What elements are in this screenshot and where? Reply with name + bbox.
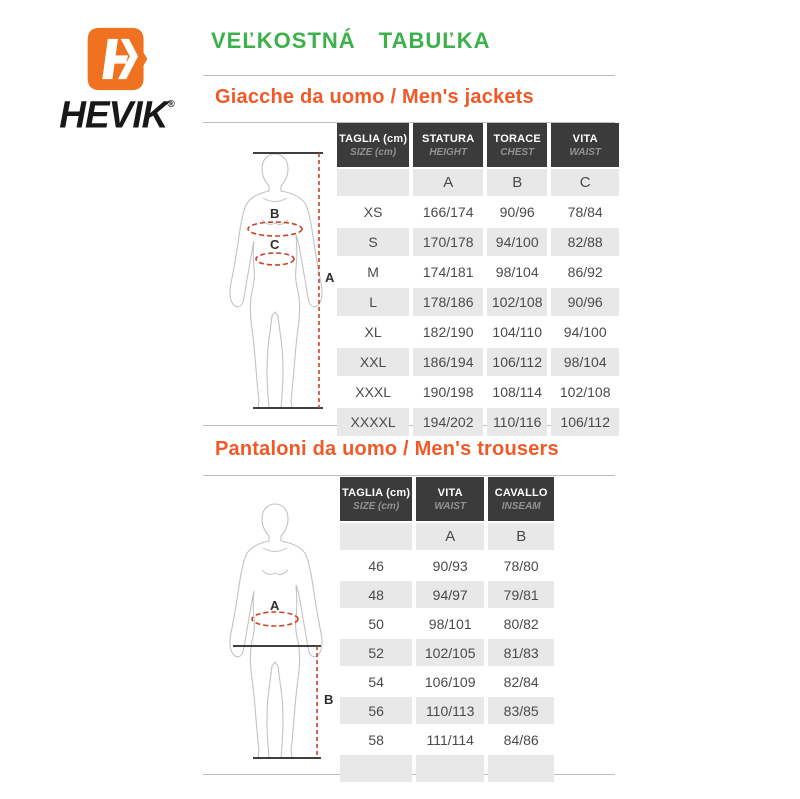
hevik-wordmark: HEVIK® xyxy=(59,93,175,136)
waist-label: C xyxy=(270,237,280,252)
measurement-cell: 166/174 xyxy=(413,198,483,226)
measurement-cell: 94/97 xyxy=(416,581,484,608)
table-row xyxy=(337,288,619,316)
table-row xyxy=(337,258,619,286)
hevik-badge-icon xyxy=(84,26,150,92)
table-row xyxy=(340,697,554,724)
measurement-cell: 79/81 xyxy=(488,581,554,608)
waist-label: A xyxy=(270,598,280,613)
divider xyxy=(203,75,615,76)
table-row xyxy=(340,639,554,666)
column-header: TORACE CHEST xyxy=(487,123,547,167)
measurement-cell: 178/186 xyxy=(413,288,483,316)
jackets-figure-diagram xyxy=(213,138,343,423)
body-outline xyxy=(230,504,322,758)
trousers-size-table xyxy=(336,475,558,784)
size-cell: XXXL xyxy=(337,378,409,406)
measurement-cell: 111/114 xyxy=(416,726,484,753)
measurement-cell: 84/86 xyxy=(488,726,554,753)
column-header: STATURA HEIGHT xyxy=(413,123,483,167)
measurement-cell: 78/84 xyxy=(551,198,619,226)
size-cell: XXXXL xyxy=(337,408,409,436)
section-title-trousers: Pantaloni da uomo / Men's trousers xyxy=(215,438,559,460)
measure-letter-row xyxy=(340,523,554,550)
measurement-cell: 104/110 xyxy=(487,318,547,346)
chest-label: B xyxy=(270,206,280,221)
column-header: VITA WAIST xyxy=(416,477,484,521)
measurement-cell: 194/202 xyxy=(413,408,483,436)
measurement-cell: 106/112 xyxy=(487,348,547,376)
measure-letter-row xyxy=(337,169,619,196)
table-row xyxy=(337,318,619,346)
size-cell: 58 xyxy=(340,726,412,753)
measure-letter-cell xyxy=(337,169,409,196)
measurement-cell: 86/92 xyxy=(551,258,619,286)
measurement-cell: 90/96 xyxy=(551,288,619,316)
measure-letter-cell: B xyxy=(487,169,547,196)
table-row xyxy=(340,726,554,753)
column-header: VITA WAIST xyxy=(551,123,619,167)
size-cell: L xyxy=(337,288,409,316)
table-row xyxy=(340,581,554,608)
column-header: TAGLIA (cm) SIZE (cm) xyxy=(340,477,412,521)
waist-measure-ellipse xyxy=(256,253,294,265)
size-cell: 54 xyxy=(340,668,412,695)
measurement-cell: 82/88 xyxy=(551,228,619,256)
size-cell: 48 xyxy=(340,581,412,608)
size-cell: XS xyxy=(337,198,409,226)
table-row xyxy=(340,610,554,637)
size-cell: 52 xyxy=(340,639,412,666)
size-cell: 56 xyxy=(340,697,412,724)
table-row xyxy=(337,348,619,376)
column-header: TAGLIA (cm) SIZE (cm) xyxy=(337,123,409,167)
measurement-cell: 81/83 xyxy=(488,639,554,666)
table-row xyxy=(340,552,554,579)
measurement-cell: 83/85 xyxy=(488,697,554,724)
chest-measure-ellipse xyxy=(248,222,302,236)
body-detail-lines xyxy=(262,548,288,574)
measurement-cell: 182/190 xyxy=(413,318,483,346)
measurement-cell: 102/105 xyxy=(416,639,484,666)
measurement-cell: 108/114 xyxy=(487,378,547,406)
measurement-cell: 106/112 xyxy=(551,408,619,436)
size-cell: S xyxy=(337,228,409,256)
measurement-cell: 174/181 xyxy=(413,258,483,286)
measurement-cell: 90/96 xyxy=(487,198,547,226)
registered-mark: ® xyxy=(167,98,175,110)
size-cell: XL xyxy=(337,318,409,346)
table-row xyxy=(337,198,619,226)
measurement-cell: 110/113 xyxy=(416,697,484,724)
measurement-cell: 78/80 xyxy=(488,552,554,579)
table-header-row xyxy=(340,477,554,521)
size-cell xyxy=(340,755,412,782)
inseam-label: B xyxy=(324,692,334,707)
measurement-cell xyxy=(488,755,554,782)
measurement-cell: 98/101 xyxy=(416,610,484,637)
jackets-size-table xyxy=(333,121,623,438)
measurement-cell: 94/100 xyxy=(487,228,547,256)
hevik-logo xyxy=(38,26,196,136)
measure-letter-cell: A xyxy=(416,523,484,550)
column-header: CAVALLO INSEAM xyxy=(488,477,554,521)
table-header-row xyxy=(337,123,619,167)
measurement-cell: 98/104 xyxy=(487,258,547,286)
measurement-cell xyxy=(416,755,484,782)
table-row xyxy=(340,755,554,782)
measure-letter-cell: C xyxy=(551,169,619,196)
measurement-cell: 170/178 xyxy=(413,228,483,256)
body-outline xyxy=(230,154,322,408)
measurement-cell: 190/198 xyxy=(413,378,483,406)
size-cell: M xyxy=(337,258,409,286)
table-row xyxy=(337,378,619,406)
page-title: VEĽKOSTNÁ TABUĽKA xyxy=(211,28,491,53)
measurement-cell: 98/104 xyxy=(551,348,619,376)
measurement-cell: 110/116 xyxy=(487,408,547,436)
measurement-cell: 80/82 xyxy=(488,610,554,637)
measurement-cell: 106/109 xyxy=(416,668,484,695)
measurement-cell: 90/93 xyxy=(416,552,484,579)
trousers-figure-diagram xyxy=(213,488,343,773)
measure-letter-cell xyxy=(340,523,412,550)
waist-measure-ellipse xyxy=(252,612,298,626)
measurement-cell: 102/108 xyxy=(551,378,619,406)
size-cell: 50 xyxy=(340,610,412,637)
measure-letter-cell: A xyxy=(413,169,483,196)
measurement-cell: 102/108 xyxy=(487,288,547,316)
height-label: A xyxy=(325,270,335,285)
size-cell: XXL xyxy=(337,348,409,376)
table-row xyxy=(337,228,619,256)
section-title-jackets: Giacche da uomo / Men's jackets xyxy=(215,86,534,108)
measurement-cell: 186/194 xyxy=(413,348,483,376)
measure-letter-cell: B xyxy=(488,523,554,550)
table-row xyxy=(337,408,619,436)
measurement-cell: 82/84 xyxy=(488,668,554,695)
table-row xyxy=(340,668,554,695)
measurement-cell: 94/100 xyxy=(551,318,619,346)
size-cell: 46 xyxy=(340,552,412,579)
